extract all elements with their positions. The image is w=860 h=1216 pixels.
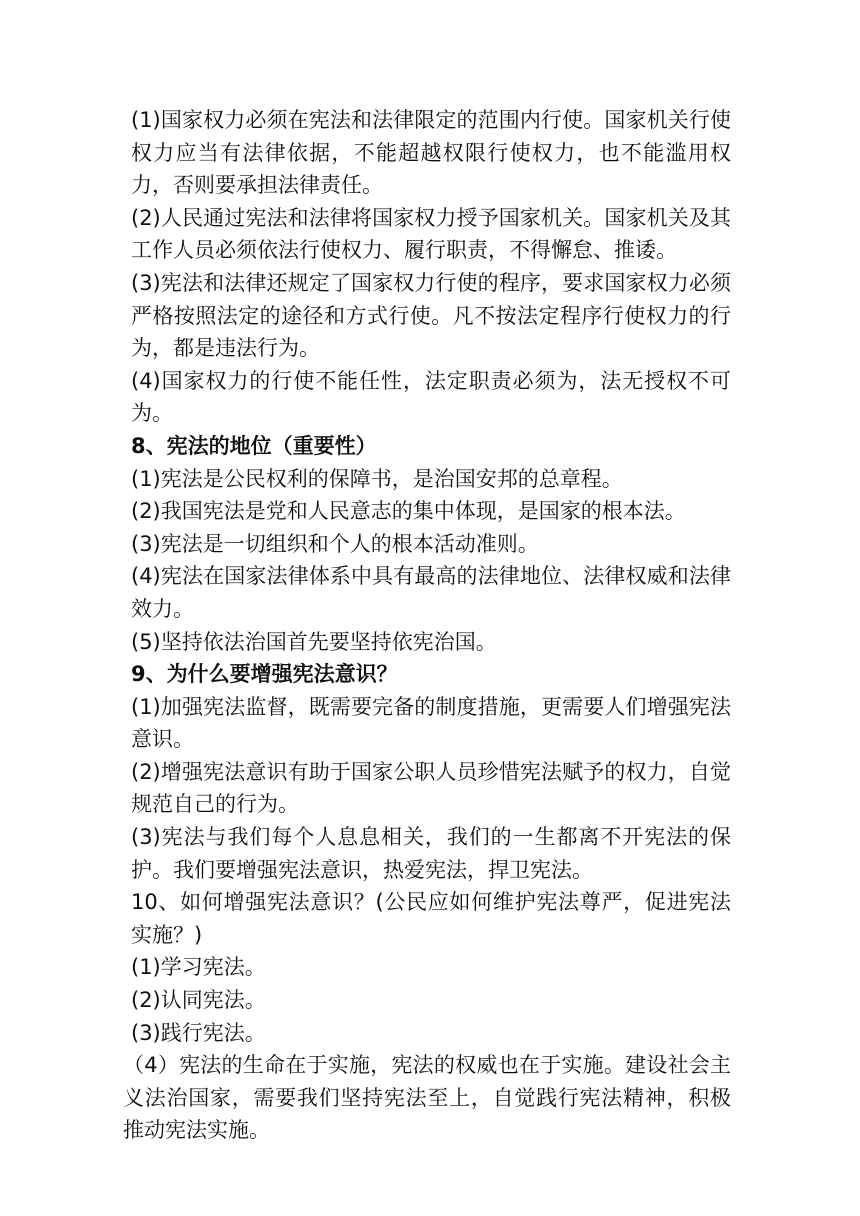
list-item: (3)宪法与我们每个人息息相关，我们的一生都离不开宪法的保护。我们要增强宪法意识，热爱宪法，捍卫宪法。 [131,825,731,882]
list-item: (3)践行宪法。 [131,1020,266,1045]
list-item: (2)增强宪法意识有助于国家公职人员珍惜宪法赋予的权力，自觉规范自己的行为。 [131,759,731,817]
list-item: (1)宪法是公民权利的保障书，是治国安邦的总章程。 [131,466,623,491]
list-item: (4)国家权力的行使不能任性，法定职责必须为，法无授权不可为。 [131,368,731,426]
section-heading-9: 9、为什么要增强宪法意识？ [131,662,398,687]
list-item: (3)宪法是一切组织和个人的根本活动准则。 [131,531,539,556]
list-item: (5)坚持依法治国首先要坚持依宪治国。 [131,629,497,654]
list-item: (1)加强宪法监督，既需要完备的制度措施，更需要人们增强宪法意识。 [131,694,731,752]
list-item: (3)宪法和法律还规定了国家权力行使的程序，要求国家权力必须严格按照法定的途径和方式行使。凡不按法定程序行使权力的行为，都是违法行为。 [131,270,731,361]
list-item: (2)人民通过宪法和法律将国家权力授予国家机关。国家机关及其工作人员必须依法行使权力、履行职责，不得懈怠、推诿。 [131,205,731,263]
list-item: (1)国家权力必须在宪法和法律限定的范围内行使。国家机关行使权力应当有法律依据，不能超越权限行使权力，也不能滥用权力，否则要承担法律责任。 [131,108,731,198]
document-page [123,104,731,1147]
list-item: (4)宪法在国家法律体系中具有最高的法律地位、法律权威和法律效力。 [131,564,731,621]
section-heading-10: 10、如何增强宪法意识？(公民应如何维护宪法尊严，促进宪法实施？) [131,890,731,947]
list-item: （4）宪法的生命在于实施，宪法的权威也在于实施。建设社会主义法治国家，需要我们坚持宪法至上，自觉践行宪法精神，积极推动宪法实施。 [123,1053,731,1143]
list-item: (1)学习宪法。 [131,955,266,980]
list-item: (2)我国宪法是党和人民意志的集中体现，是国家的根本法。 [131,499,686,524]
list-item: (2)认同宪法。 [131,988,266,1013]
section-heading-8: 8、宪法的地位（重要性） [131,433,377,458]
